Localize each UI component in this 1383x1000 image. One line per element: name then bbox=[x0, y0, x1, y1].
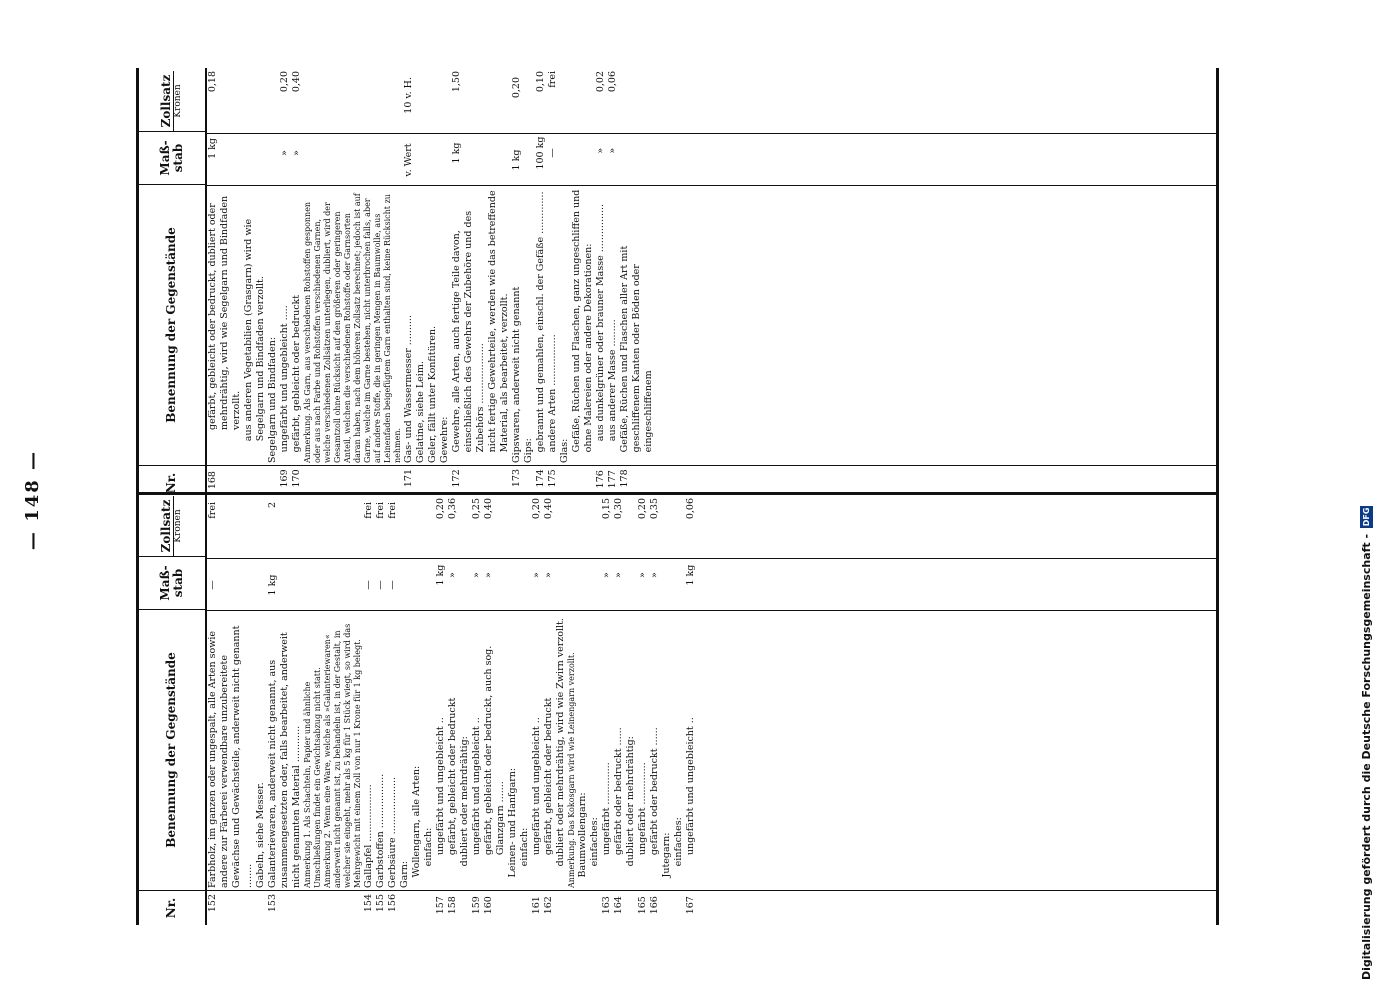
row-nr: 164 bbox=[613, 896, 624, 915]
table-header bbox=[139, 68, 207, 500]
row-name: gefärbt oder bedruckt ...... bbox=[649, 727, 660, 856]
row-nr bbox=[523, 466, 535, 500]
row-name: einfaches: bbox=[589, 817, 600, 867]
header-zoll-label: Zollsatz bbox=[158, 499, 173, 553]
table-row bbox=[543, 495, 555, 925]
row-nr: 178 bbox=[619, 469, 630, 488]
row-zoll: 0,06 bbox=[607, 71, 618, 93]
row-name: Gefäße, Rüchen und Flaschen aller Art mit geschliffenem Kanten oder Böden oder eingeschliffenem bbox=[619, 245, 654, 453]
row-zoll: 10 v. H. bbox=[403, 77, 414, 114]
row-mass bbox=[577, 554, 589, 605]
table-body bbox=[207, 68, 1216, 500]
row-mass: 100 kg bbox=[535, 136, 546, 170]
header-zoll-label: Zollsatz bbox=[158, 74, 173, 128]
row-zoll bbox=[507, 495, 519, 554]
row-zoll bbox=[243, 68, 267, 126]
header-zoll bbox=[139, 496, 205, 556]
table-row bbox=[471, 495, 483, 925]
row-nr: 162 bbox=[543, 896, 554, 915]
row-nr bbox=[399, 891, 411, 925]
table-row bbox=[387, 495, 399, 925]
row-name: Garbstoffen .................. bbox=[375, 773, 386, 888]
row-name: Segelgarn und Bindfaden: bbox=[267, 336, 278, 463]
row-nr bbox=[577, 891, 589, 925]
row-mass bbox=[523, 134, 535, 186]
row-zoll: 0,18 bbox=[207, 70, 218, 93]
row-nr bbox=[303, 891, 323, 925]
table-row bbox=[567, 495, 577, 925]
row-mass bbox=[255, 559, 267, 611]
header-mass: Maß-stab bbox=[139, 556, 205, 609]
row-name: gefärbt, gebleicht oder bedruckt bbox=[543, 697, 554, 856]
row-nr: 169 bbox=[279, 469, 290, 488]
row-name: dubliert oder mehrdrähtig: bbox=[625, 736, 636, 867]
row-mass: 1 kg bbox=[511, 149, 522, 171]
row-mass: 1 kg bbox=[207, 137, 218, 159]
table-row bbox=[577, 495, 589, 925]
row-mass bbox=[459, 552, 471, 602]
table-row bbox=[459, 495, 471, 925]
table-row bbox=[531, 495, 543, 925]
row-name: einfaches: bbox=[673, 817, 684, 867]
row-nr: 160 bbox=[483, 896, 494, 915]
row-zoll: 0,20 bbox=[637, 498, 648, 520]
row-zoll: 0,20 bbox=[531, 498, 542, 520]
row-zoll bbox=[555, 495, 567, 552]
row-mass: » bbox=[637, 572, 648, 578]
row-nr bbox=[243, 467, 267, 500]
row-mass: » bbox=[279, 150, 290, 156]
header-nr: Nr. bbox=[139, 465, 205, 500]
row-mass: » bbox=[483, 572, 494, 578]
table-row bbox=[673, 495, 685, 925]
table-row bbox=[255, 495, 267, 925]
row-name: Anmerkung 2. Wenn eine Ware, welche als »Galanteriewaren« anderweit nicht genannt ist, zu behandeln ist, in der Gestalt, in welcher sie eingeht, mehr als 5 kg für 1 Stück wiegt, so wird das Mehrgewicht mit einem Zoll von nur 1 Krone für 1 kg belegt. bbox=[323, 623, 362, 888]
row-mass: » bbox=[531, 572, 542, 578]
row-nr: 174 bbox=[535, 469, 546, 488]
row-mass: » bbox=[595, 147, 606, 154]
row-name: Galanteriewaren, anderweit nicht genannt, aus zusammengesetzten oder, falls bearbeitet, anderweit nicht genannten Material ............ bbox=[267, 632, 302, 888]
row-zoll bbox=[619, 68, 655, 127]
row-nr bbox=[411, 891, 423, 925]
row-zoll bbox=[589, 495, 601, 552]
table-row bbox=[637, 495, 649, 925]
row-nr: 155 bbox=[375, 894, 386, 913]
dfg-logo-icon: DFG bbox=[1362, 507, 1371, 527]
table-row bbox=[447, 495, 459, 925]
row-mass bbox=[423, 552, 435, 602]
row-mass bbox=[625, 552, 637, 602]
row-mass: — bbox=[375, 580, 386, 590]
row-nr: 170 bbox=[291, 469, 302, 488]
row-nr: 166 bbox=[649, 896, 660, 915]
row-nr: 156 bbox=[387, 894, 398, 913]
header-nr: Nr. bbox=[139, 890, 205, 925]
header-name: Benennung der Gegenstände bbox=[139, 609, 205, 890]
table-row bbox=[423, 495, 435, 925]
row-mass bbox=[427, 134, 439, 186]
row-zoll: 0,25 bbox=[471, 498, 482, 520]
row-mass bbox=[323, 559, 363, 611]
row-zoll: 0,06 bbox=[685, 498, 696, 520]
row-name: Glas: bbox=[559, 438, 570, 463]
row-name: ungefärbt und ungebleicht .. bbox=[471, 717, 482, 856]
table-row bbox=[323, 495, 363, 925]
tariff-table-right bbox=[136, 68, 1219, 500]
row-nr bbox=[255, 891, 267, 925]
row-nr: 161 bbox=[531, 896, 542, 915]
row-name: Gabeln, siehe Messer. bbox=[255, 782, 266, 888]
row-nr bbox=[423, 892, 435, 925]
row-nr: 172 bbox=[451, 469, 462, 488]
row-zoll: 0,30 bbox=[613, 498, 624, 520]
row-nr: 154 bbox=[363, 894, 374, 913]
row-zoll: 0,20 bbox=[511, 77, 522, 99]
row-nr: 177 bbox=[607, 470, 618, 489]
row-zoll: 0,20 bbox=[435, 498, 446, 520]
row-nr bbox=[439, 466, 451, 500]
row-name: gefärbt oder bedruckt ...... bbox=[613, 727, 624, 856]
row-nr: 163 bbox=[601, 896, 612, 915]
footer-credit bbox=[1360, 506, 1373, 980]
row-nr bbox=[487, 466, 511, 500]
row-mass bbox=[439, 134, 451, 186]
row-zoll bbox=[415, 74, 427, 134]
row-name: Gelatine, siehe Leim. bbox=[415, 361, 426, 463]
row-name: einfach: bbox=[423, 827, 434, 867]
row-mass: 1 kg bbox=[685, 564, 696, 586]
row-zoll bbox=[559, 74, 571, 134]
row-nr bbox=[267, 466, 279, 500]
row-nr: 173 bbox=[511, 469, 522, 488]
row-name: ungefärbt und ungebleicht ..... bbox=[279, 305, 290, 453]
row-name: ungefärbt und ungebleicht .. bbox=[531, 717, 542, 856]
row-name: ungefärbt und ungebleicht .. bbox=[435, 717, 446, 856]
row-nr: 158 bbox=[447, 896, 458, 915]
row-name: ungefärbt und ungebleicht .. bbox=[685, 717, 696, 856]
row-nr: 171 bbox=[403, 469, 414, 488]
row-mass: — bbox=[547, 148, 558, 158]
row-nr: 165 bbox=[637, 896, 648, 915]
row-zoll: frei bbox=[363, 502, 374, 519]
table-row bbox=[483, 495, 507, 925]
row-nr: 153 bbox=[267, 894, 278, 913]
table-body bbox=[207, 495, 1216, 925]
row-nr: 159 bbox=[471, 896, 482, 915]
row-nr bbox=[555, 892, 567, 925]
row-zoll bbox=[577, 495, 589, 554]
row-zoll: 2 bbox=[267, 502, 278, 509]
row-zoll bbox=[487, 68, 511, 127]
row-mass bbox=[487, 127, 511, 178]
row-zoll: frei bbox=[375, 502, 386, 519]
table-row bbox=[589, 495, 601, 925]
table-row bbox=[435, 495, 447, 925]
row-mass bbox=[303, 559, 323, 611]
row-nr bbox=[567, 891, 577, 925]
row-nr: 167 bbox=[685, 896, 696, 915]
row-name: gefärbt, gebleicht oder bedruckt, dubliert oder mehrdrähtig, wird wie Segelgarn und Bindfaden verzollt. bbox=[207, 195, 242, 431]
row-name: dubliert oder mehrdrähtig: bbox=[459, 736, 470, 867]
row-zoll: 0,15 bbox=[601, 498, 612, 520]
row-name: gefärbt, gebleicht oder bedruckt, auch sog. Glanzgarn ....... bbox=[483, 645, 506, 856]
row-mass bbox=[267, 134, 279, 186]
row-name: nicht fertige Gewehrteile, werden wie das betreffende Material, als bearbeitet, verzollt. bbox=[487, 190, 510, 453]
tariff-table-left bbox=[136, 492, 1219, 925]
row-zoll: 0,02 bbox=[595, 71, 606, 93]
table-row bbox=[411, 495, 423, 925]
header-name: Benennung der Gegenstände bbox=[139, 184, 205, 465]
row-name: Geler, fällt unter Konfitüren. bbox=[427, 326, 438, 463]
row-name: Leinen- und Hanfgarn: bbox=[507, 767, 518, 878]
row-nr bbox=[589, 892, 601, 925]
row-nr bbox=[625, 892, 637, 925]
header-kronen: Kronen bbox=[173, 496, 184, 556]
row-name: aus anderer Masse ......... bbox=[607, 319, 618, 442]
row-name: gefärbt, gebleicht oder bedruckt bbox=[447, 697, 458, 856]
row-mass bbox=[519, 552, 531, 602]
row-mass: » bbox=[649, 572, 660, 578]
row-zoll bbox=[459, 495, 471, 552]
row-name: Anmerkung. Das Kokosgarn wird wie Leinengarn verzollt. bbox=[567, 652, 576, 888]
row-mass: 1 kg bbox=[451, 142, 462, 164]
table-row bbox=[601, 495, 613, 925]
row-name: Gefäße, Rüchen und Flaschen, ganz ungeschliffen und ohne Malereien oder andere Dekorationen: bbox=[571, 189, 594, 453]
row-name: andere Arten ................. bbox=[547, 334, 558, 453]
table-row bbox=[399, 495, 411, 925]
row-zoll: frei bbox=[387, 502, 398, 519]
row-name: gebrannt und gemahlen, einschl. der Gefäße .............. bbox=[535, 191, 546, 453]
row-nr: 175 bbox=[547, 469, 558, 488]
table-row bbox=[685, 495, 697, 925]
row-zoll bbox=[399, 499, 411, 559]
row-name: Baumwollengarn: bbox=[577, 792, 588, 878]
row-mass: — bbox=[207, 580, 218, 590]
row-zoll: 0,35 bbox=[649, 498, 660, 520]
row-name: Gips: bbox=[523, 438, 534, 463]
row-name: Farbholz, im ganzen oder ungespalt, alle Arten sowie andere zur Färberei verwendbare unzubereitete Gewächse und Gewächsteile, anderweit nicht genannt ........ bbox=[207, 625, 254, 888]
table-header bbox=[139, 495, 207, 925]
footer-text: Digitalisierung gefördert durch die Deutsche Forschungsgemeinschaft - bbox=[1360, 533, 1373, 980]
row-nr bbox=[559, 466, 571, 500]
row-name: dubliert oder mehrdrähtig, wird wie Zwirn verzollt. bbox=[555, 618, 566, 867]
row-zoll bbox=[255, 499, 267, 559]
table-row bbox=[555, 495, 567, 925]
row-mass: » bbox=[471, 572, 482, 578]
row-mass: 1 kg bbox=[435, 564, 446, 586]
row-name: Gas- und Wassermesser .......... bbox=[403, 315, 414, 463]
row-name: Anmerkung. Als Garn, aus verschiedenen Rohstoffen gesponnen oder aus nach Farbe und Rohstoffen verschiedenen Garnen, welche verschiedenen Zollsätzen unterliegen, dubliert, wird der Gesamtzoll ohne Rücksicht auf den größeren oder geringeren Anteil, welchen die verschiedenen Rohstoffe oder Garnsorten daran haben, nach dem höheren Zollsatz berechnet; jedoch ist auf Garne, welche im Garne bestehen, nicht unterbrochen falls, aber auf andere Stoffe, die in geringen Mengen in Baumwolle, aus Leinenfaden beigefügtem Garn enthalten sind, keine Rücksicht zu nehmen. bbox=[303, 193, 402, 463]
row-mass: — bbox=[363, 580, 374, 590]
row-nr bbox=[571, 466, 595, 500]
row-mass bbox=[555, 552, 567, 602]
row-nr: 176 bbox=[595, 470, 606, 489]
row-zoll: 0,10 bbox=[535, 71, 546, 93]
table-row bbox=[625, 495, 637, 925]
table-row bbox=[661, 495, 673, 925]
row-nr bbox=[415, 466, 427, 500]
row-mass: » bbox=[601, 572, 612, 578]
row-zoll bbox=[673, 495, 685, 552]
row-zoll: 0,20 bbox=[279, 71, 290, 93]
row-nr bbox=[519, 892, 531, 925]
row-mass: » bbox=[447, 572, 458, 578]
row-nr: 157 bbox=[435, 896, 446, 915]
row-mass: v. Wert bbox=[403, 143, 414, 177]
row-zoll bbox=[519, 495, 531, 552]
row-zoll bbox=[323, 499, 363, 559]
row-mass bbox=[567, 559, 577, 611]
row-mass: » bbox=[291, 150, 302, 156]
row-mass: » bbox=[607, 147, 618, 154]
row-name: aus anderen Vegetabilien (Grasgarn) wird wie Segelgarn und Bindfaden verzollt. bbox=[243, 218, 266, 442]
row-name: Gewehre, alle Arten, auch fertige Teile davon, einschließlich des Gewehrs der Zubehöre und des Zubehörs .................... bbox=[451, 210, 486, 453]
row-nr bbox=[323, 891, 363, 925]
row-nr bbox=[459, 892, 471, 925]
row-mass bbox=[415, 134, 427, 186]
row-name: Gallapfel ................... bbox=[363, 784, 374, 888]
table-row bbox=[375, 495, 387, 925]
row-name: Gipswaren, anderweit nicht genannt bbox=[511, 286, 522, 463]
row-zoll: 0,40 bbox=[483, 498, 494, 520]
row-mass: » bbox=[613, 572, 624, 578]
header-kronen: Kronen bbox=[173, 71, 184, 131]
row-name: gefärbt, gebleicht oder bedruckt bbox=[291, 294, 302, 453]
row-name: Garn: bbox=[399, 860, 410, 888]
row-zoll bbox=[523, 74, 535, 134]
table-row bbox=[363, 495, 375, 925]
row-nr bbox=[661, 891, 673, 925]
row-zoll bbox=[571, 68, 595, 127]
row-nr: 168 bbox=[207, 471, 218, 490]
table-row bbox=[207, 495, 255, 925]
row-zoll bbox=[625, 495, 637, 552]
row-zoll bbox=[267, 74, 279, 134]
row-mass bbox=[507, 554, 519, 605]
row-zoll bbox=[661, 495, 673, 554]
row-nr bbox=[507, 891, 519, 925]
row-zoll: frei bbox=[207, 502, 218, 519]
row-name: einfach: bbox=[519, 827, 530, 867]
row-nr bbox=[673, 892, 685, 925]
row-mass bbox=[399, 559, 411, 611]
row-mass bbox=[559, 134, 571, 186]
table-row bbox=[303, 495, 323, 925]
row-zoll: 0,40 bbox=[291, 71, 302, 93]
row-name: Gerbsäure ................... bbox=[387, 776, 398, 888]
row-zoll bbox=[427, 74, 439, 134]
row-mass bbox=[411, 554, 423, 605]
row-mass bbox=[661, 554, 673, 605]
row-zoll: 0,36 bbox=[447, 498, 458, 520]
header-mass: Maß-stab bbox=[139, 131, 205, 184]
row-name: Wollengarn, alle Arten: bbox=[411, 765, 422, 878]
row-zoll bbox=[439, 74, 451, 134]
row-zoll bbox=[411, 495, 423, 554]
row-zoll: 1,50 bbox=[451, 71, 462, 93]
row-zoll: frei bbox=[547, 71, 558, 88]
row-name: aus dunkelgrüner oder brauner Masse ................ bbox=[595, 203, 606, 442]
row-mass bbox=[619, 127, 655, 178]
table-row bbox=[507, 495, 519, 925]
row-zoll bbox=[303, 74, 403, 134]
row-mass bbox=[673, 552, 685, 602]
page-number: — 148 — bbox=[22, 449, 43, 551]
row-nr: 152 bbox=[207, 894, 218, 913]
row-mass bbox=[303, 134, 403, 186]
table-row bbox=[613, 495, 625, 925]
row-name: ungefärbt .............. bbox=[601, 762, 612, 856]
row-zoll bbox=[567, 499, 577, 559]
row-name: ungefärbt .............. bbox=[637, 762, 648, 856]
table-row bbox=[267, 495, 303, 925]
row-zoll: 0,40 bbox=[543, 498, 554, 520]
row-mass bbox=[571, 127, 595, 178]
row-mass bbox=[589, 552, 601, 602]
row-mass: » bbox=[543, 572, 554, 578]
row-zoll bbox=[303, 499, 323, 559]
table-row bbox=[649, 495, 661, 925]
row-name: Anmerkung 1. Als Schachteln, Papier und ähnliche Umschließungen findet ein Gewichtsabzug nicht statt. bbox=[303, 667, 322, 888]
table-row bbox=[519, 495, 531, 925]
row-name: Gewehre: bbox=[439, 416, 450, 463]
row-mass: — bbox=[387, 580, 398, 590]
row-nr bbox=[303, 466, 403, 500]
row-zoll bbox=[423, 495, 435, 552]
row-name: Jutegarn: bbox=[661, 832, 672, 878]
row-nr bbox=[427, 466, 439, 500]
header-zoll bbox=[139, 71, 205, 131]
row-mass: 1 kg bbox=[267, 574, 278, 596]
